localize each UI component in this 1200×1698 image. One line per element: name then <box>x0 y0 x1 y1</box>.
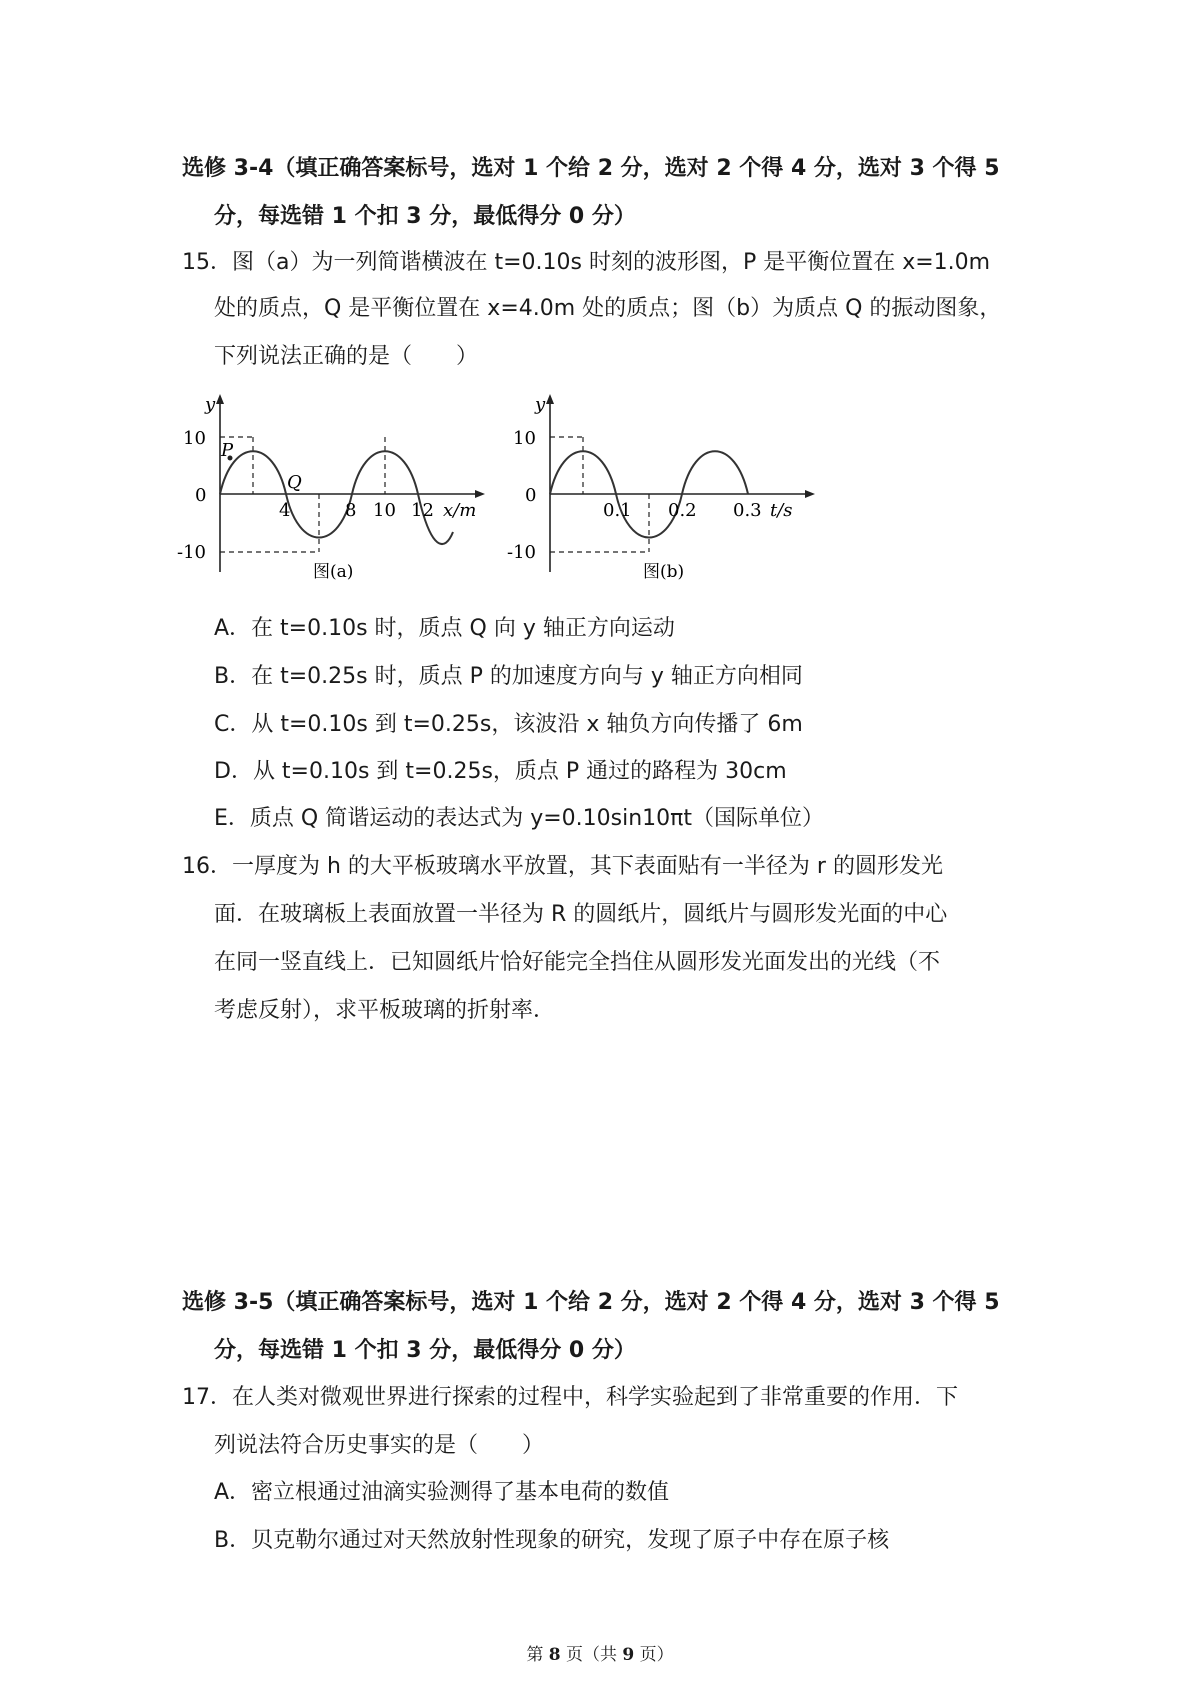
figure-b-vibration-graph <box>505 392 835 592</box>
q17-option-b: B．贝克勒尔通过对天然放射性现象的研究，发现了原子中存在原子核 <box>214 1528 890 1553</box>
q15-option-d: D．从 t=0.10s 到 t=0.25s，质点 P 通过的路程为 30cm <box>214 759 787 784</box>
figure-a-wave-curve <box>220 451 453 544</box>
figure-b-y-label: y <box>535 394 546 415</box>
section-3-5-heading-line1: 选修 3-5（填正确答案标号，选对 1 个给 2 分，选对 2 个得 4 分，选对 3 个得 5 <box>182 1290 1000 1315</box>
section-3-4-heading-line1: 选修 3-4（填正确答案标号，选对 1 个给 2 分，选对 2 个得 4 分，选对 3 个得 5 <box>182 156 1000 181</box>
figure-b-ytick-0: 0 <box>525 485 537 506</box>
figure-a-xtick-8: 8 <box>345 500 357 521</box>
q15-line2: 处的质点，Q 是平衡位置在 x=4.0m 处的质点；图（b）为质点 Q 的振动图象， <box>214 296 1002 321</box>
figure-b-y-axis-arrow <box>546 394 554 404</box>
q16-line2: 面．在玻璃板上表面放置一半径为 R 的圆纸片，圆纸片与圆形发光面的中心 <box>214 902 948 927</box>
q17-line1: 17．在人类对微观世界进行探索的过程中，科学实验起到了非常重要的作用．下 <box>182 1385 958 1410</box>
figure-b-ytick-10: 10 <box>513 428 536 449</box>
footer-page-number: 8 <box>548 1645 561 1665</box>
figure-b-xtick-0-1: 0.1 <box>603 500 632 521</box>
figure-a-ytick-10: 10 <box>183 428 206 449</box>
figure-a-xtick-10: 10 <box>373 500 396 521</box>
q15-line3: 下列说法正确的是（ ） <box>214 344 479 369</box>
figure-a-label-q: Q <box>287 472 302 493</box>
footer-prefix: 第 <box>526 1645 544 1665</box>
q15-option-a: A．在 t=0.10s 时，质点 Q 向 y 轴正方向运动 <box>214 616 675 641</box>
figure-b-caption: 图(b) <box>643 562 685 582</box>
q16-line3: 在同一竖直线上．已知圆纸片恰好能完全挡住从圆形发光面发出的光线（不 <box>214 950 941 975</box>
figure-a-y-axis-arrow <box>216 394 224 404</box>
q15-line1: 15．图（a）为一列简谐横波在 t=0.10s 时刻的波形图，P 是平衡位置在 x=1.0m <box>182 250 991 275</box>
q17-option-a: A．密立根通过油滴实验测得了基本电荷的数值 <box>214 1480 670 1505</box>
q16-line4: 考虑反射），求平板玻璃的折射率． <box>214 998 556 1023</box>
figure-a-y-label: y <box>205 394 216 415</box>
figure-a-label-p: P <box>221 440 234 461</box>
section-3-4-heading-line2: 分，每选错 1 个扣 3 分，最低得分 0 分） <box>214 204 636 229</box>
footer-middle: 页（共 <box>566 1645 617 1665</box>
figure-a-ytick-0: 0 <box>195 485 207 506</box>
figure-a-xtick-12: 12 <box>411 500 434 521</box>
q16-line1: 16．一厚度为 h 的大平板玻璃水平放置，其下表面贴有一半径为 r 的圆形发光 <box>182 854 943 879</box>
q15-option-c: C．从 t=0.10s 到 t=0.25s，该波沿 x 轴负方向传播了 6m <box>214 712 803 737</box>
figure-b-x-label: t/s <box>770 500 793 521</box>
section-3-5-heading-line2: 分，每选错 1 个扣 3 分，最低得分 0 分） <box>214 1338 636 1363</box>
figure-a-x-axis-arrow <box>475 490 485 498</box>
figure-a-caption: 图(a) <box>313 562 354 582</box>
figure-a-xtick-4: 4 <box>279 500 291 521</box>
q15-option-b: B．在 t=0.25s 时，质点 P 的加速度方向与 y 轴正方向相同 <box>214 664 803 689</box>
figure-b-xtick-0-2: 0.2 <box>668 500 697 521</box>
figure-b-ytick-neg10: -10 <box>507 542 536 563</box>
q17-line2: 列说法符合历史事实的是（ ） <box>214 1433 545 1458</box>
figure-b-x-axis-arrow <box>805 490 815 498</box>
footer-suffix: 页） <box>639 1645 674 1665</box>
figure-a-wave-graph <box>175 392 505 592</box>
page-footer <box>0 1640 1200 1665</box>
figure-a-x-label: x/m <box>443 500 477 521</box>
footer-total-pages: 9 <box>622 1645 635 1665</box>
figure-b-xtick-0-3: 0.3 <box>733 500 762 521</box>
q15-option-e: E．质点 Q 简谐运动的表达式为 y=0.10sin10πt（国际单位） <box>214 806 825 831</box>
figure-a-ytick-neg10: -10 <box>177 542 206 563</box>
